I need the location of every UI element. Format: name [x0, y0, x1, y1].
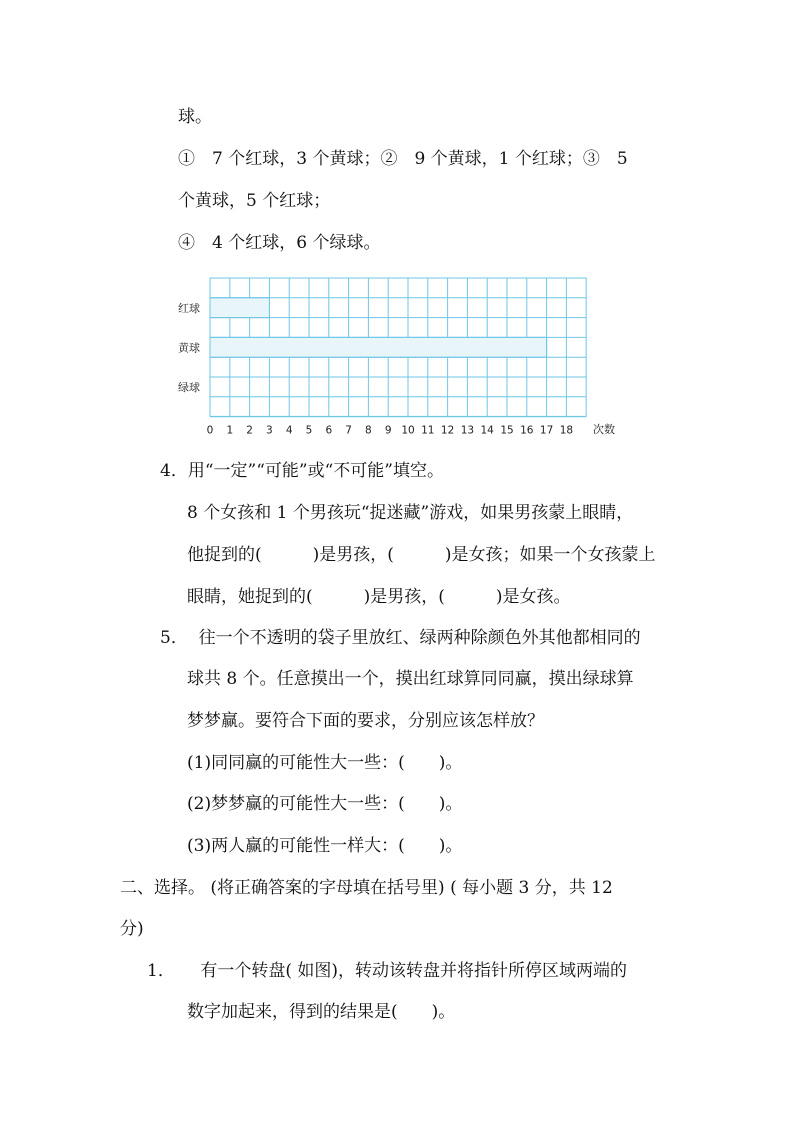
text-line: 8 个女孩和 1 个男孩玩“捉迷藏”游戏，如果男孩蒙上眼睛， — [187, 503, 634, 523]
text-line: ① 7 个红球，3 个黄球；② 9 个黄球，1 个红球；③ 5 — [178, 149, 628, 169]
x-tick-label: 13 — [460, 424, 475, 437]
x-tick-label: 11 — [421, 424, 435, 437]
x-tick-label: 2 — [246, 424, 253, 437]
choice-question-1: 1． 有一个转盘( 如图)，转动该转盘并将指针所停区域两端的 — [147, 961, 627, 981]
x-tick-label: 17 — [539, 424, 554, 437]
x-tick-label: 14 — [480, 424, 494, 437]
bar-fill — [211, 338, 547, 357]
x-tick-label: 7 — [345, 424, 352, 437]
sub-question: (2)梦梦赢的可能性大一些：( )。 — [187, 794, 463, 814]
text-line: 数字加起来，得到的结果是( )。 — [187, 1002, 456, 1022]
text-line: 眼睛，她捉到的( )是男孩，( )是女孩。 — [187, 587, 571, 607]
chart-x-label: 次数 — [593, 423, 615, 436]
text-line: 个黄球，5 个红球； — [178, 191, 331, 211]
chart-bars — [210, 298, 547, 357]
x-tick-label: 0 — [206, 424, 214, 437]
x-tick-label: 5 — [305, 424, 313, 437]
section-heading: 二、选择。 (将正确答案的字母填在括号里) ( 每小题 3 分，共 12 — [120, 878, 613, 898]
category-label: 红球 — [178, 301, 200, 315]
bar-fill — [211, 298, 269, 317]
text-line: 他捉到的( )是男孩，( )是女孩；如果一个女孩蒙上 — [187, 545, 656, 565]
x-tick-label: 4 — [285, 424, 293, 437]
chart-x-ticks — [207, 425, 573, 437]
sub-question: (3)两人赢的可能性一样大：( )。 — [187, 836, 463, 856]
category-label: 绿球 — [178, 381, 200, 394]
question-5-title: 5． 往一个不透明的袋子里放红、绿两种除颜色外其他都相同的 — [160, 628, 641, 648]
x-tick-label: 12 — [440, 424, 455, 437]
bar-chart — [170, 270, 630, 440]
sub-question: (1)同同赢的可能性大一些：( )。 — [187, 753, 463, 773]
text-line: ④ 4 个红球，6 个绿球。 — [178, 233, 381, 253]
x-tick-label: 9 — [384, 424, 392, 437]
x-tick-label: 3 — [266, 424, 273, 437]
x-tick-label: 1 — [226, 424, 234, 437]
text-line: 球共 8 个。任意摸出一个，摸出红球算同同赢，摸出绿球算 — [187, 669, 634, 689]
x-tick-label: 18 — [559, 424, 574, 437]
category-label: 黄球 — [178, 341, 200, 355]
question-4-title: 4．用“一定”“可能”或“不可能”填空。 — [160, 461, 444, 481]
x-tick-label: 16 — [520, 424, 534, 437]
x-tick-label: 8 — [365, 424, 372, 437]
text-line: 球。 — [178, 107, 212, 127]
chart-category-labels — [178, 301, 200, 394]
x-tick-label: 6 — [325, 424, 333, 437]
text-line: 分) — [120, 919, 144, 939]
x-tick-label: 15 — [500, 424, 514, 437]
x-tick-label: 10 — [401, 424, 415, 437]
text-line: 梦梦赢。要符合下面的要求，分别应该怎样放？ — [187, 711, 544, 731]
